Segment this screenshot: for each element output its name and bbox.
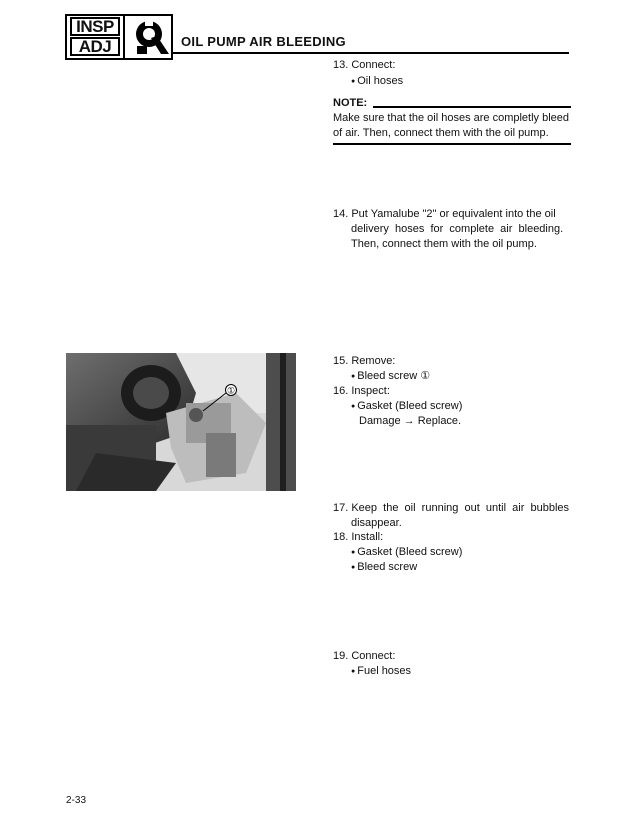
step-14-line-2: delivery hoses for complete air bleeding. xyxy=(351,223,564,235)
step-15-title: 15. Remove: xyxy=(333,355,396,367)
step-17-line-2: disappear. xyxy=(351,517,402,529)
page-number: 2-33 xyxy=(66,795,87,806)
step-15 xyxy=(333,354,573,388)
step-19-title: 19. Connect: xyxy=(333,650,396,662)
step-14-line-1: 14. Put Yamalube "2" or equivalent into the oil xyxy=(333,208,556,220)
section-header-box xyxy=(65,14,173,60)
note-block xyxy=(333,96,573,146)
step-19-item: ● Fuel hoses xyxy=(351,664,411,679)
step-17 xyxy=(333,501,573,533)
step-18 xyxy=(333,530,573,578)
oil-pump-photo xyxy=(66,353,296,491)
step-13 xyxy=(333,58,573,92)
step-16-detail: Damage → Replace. xyxy=(359,415,462,427)
step-18-title: 18. Install: xyxy=(333,531,384,543)
step-14 xyxy=(333,207,573,255)
wrench-adjust-icon xyxy=(131,18,169,56)
step-14-line-3: Then, connect them with the oil pump. xyxy=(351,238,537,250)
step-13-title: 13. Connect: xyxy=(333,59,396,71)
step-17-line-1: 17. Keep the oil running out until air bubbles xyxy=(333,502,570,514)
step-16-title: 16. Inspect: xyxy=(333,385,390,397)
step-15-item: ● Bleed screw ① xyxy=(351,369,430,384)
step-19 xyxy=(333,649,573,683)
step-18-item-1: ● Gasket (Bleed screw) xyxy=(351,545,462,560)
photo-callout-1: ① xyxy=(226,385,236,396)
note-rule-top xyxy=(373,106,571,108)
header-rule xyxy=(171,52,569,54)
step-13-item: ● Oil hoses xyxy=(351,74,403,89)
note-rule-bottom xyxy=(333,143,571,145)
note-text-line-1: Make sure that the oil hoses are completly bleed xyxy=(333,112,570,124)
section-tags xyxy=(67,16,125,58)
step-16 xyxy=(333,384,573,432)
tag-adj: ADJ xyxy=(70,37,120,56)
note-label: NOTE: xyxy=(333,97,368,109)
step-18-item-2: ● Bleed screw xyxy=(351,560,417,575)
page-title: OIL PUMP AIR BLEEDING xyxy=(181,34,346,49)
step-16-item: ● Gasket (Bleed screw) xyxy=(351,399,462,414)
tag-insp: INSP xyxy=(70,17,120,36)
note-text-line-2: of air. Then, connect them with the oil pump. xyxy=(333,127,549,139)
